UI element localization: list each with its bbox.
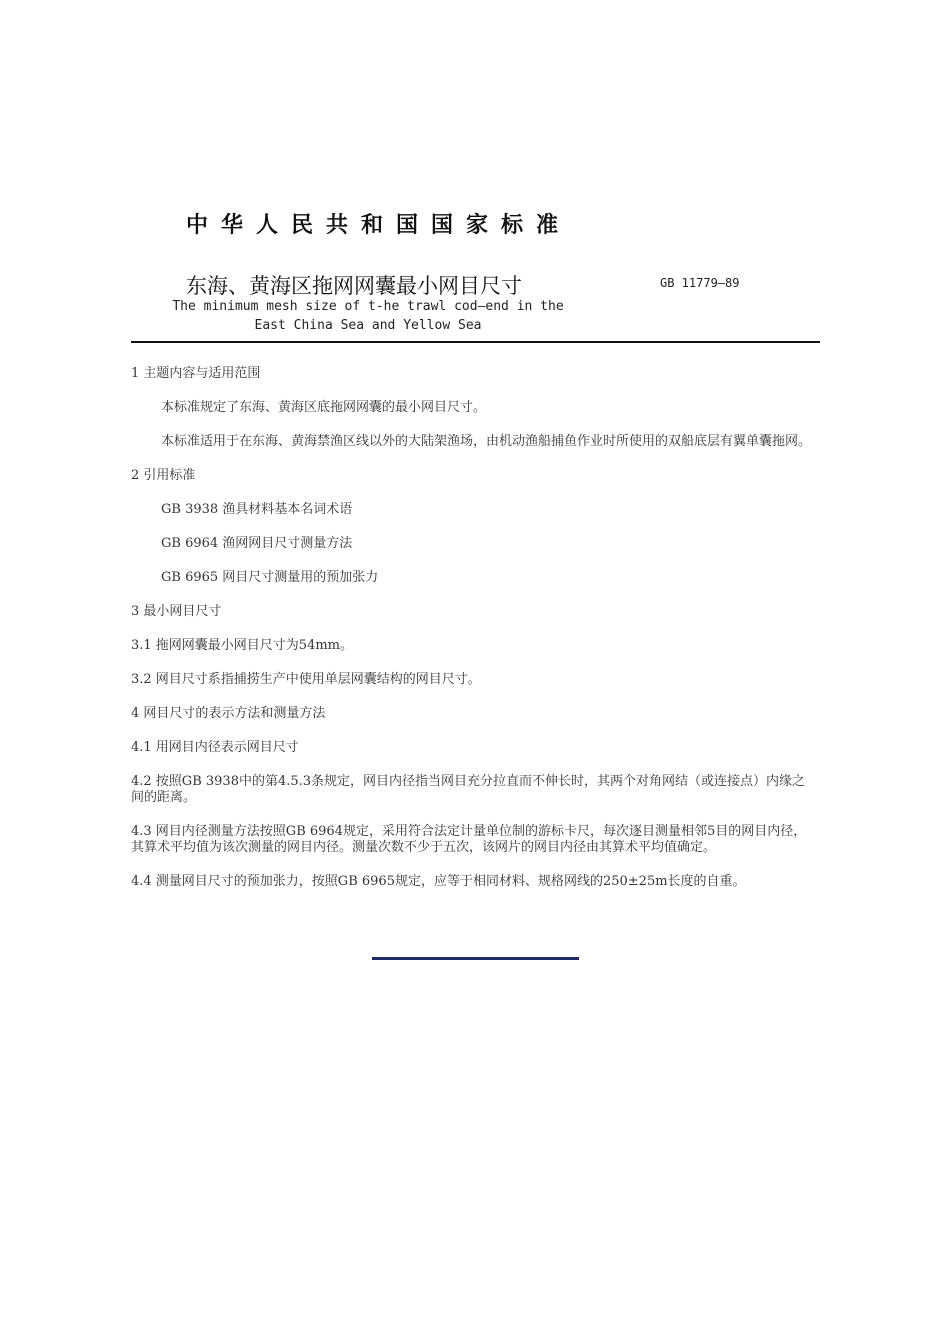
section-1-heading: 1 主题内容与适用范围 [131, 366, 261, 381]
reference-gb6965: GB 6965 网目尺寸测量用的预加张力 [161, 570, 379, 585]
section-3-heading: 3 最小网目尺寸 [131, 604, 222, 619]
clause-4-1: 4.1 用网目内径表示网目尺寸 [131, 740, 299, 755]
clause-4-3: 4.3 网目内径测量方法按照GB 6964规定，采用符合法定计量单位制的游标卡尺，每次逐目测量相邻5目的网目内径，其算术平均值为该次测量的网目内径。测量次数不少于五次，该网片的网目内径由其算术平均值确定。 [131, 824, 807, 855]
title-en-line-2: East China Sea and Yellow Sea [254, 318, 482, 333]
reference-gb6964: GB 6964 渔网网目尺寸测量方法 [161, 536, 353, 551]
header-divider [131, 341, 820, 343]
section-1-paragraph-1: 本标准规定了东海、黄海区底拖网网囊的最小网目尺寸。 [161, 400, 487, 415]
standard-title-cn: 东海、黄海区拖网网囊最小网目尺寸 [186, 274, 522, 298]
document-body [131, 366, 815, 908]
standard-number: GB 11779—89 [660, 276, 740, 290]
section-4-heading: 4 网目尺寸的表示方法和测量方法 [131, 706, 326, 721]
standard-title-en [148, 297, 588, 335]
clause-4-2: 4.2 按照GB 3938中的第4.5.3条规定，网目内径指当网目充分拉直而不伸长时，其两个对角网结（或连接点）内缘之间的距离。 [131, 774, 806, 805]
title-en-line-1: The minimum mesh size of t-he trawl cod—end in the [172, 299, 564, 314]
end-of-standard-rule [372, 957, 579, 960]
clause-3-2: 3.2 网目尺寸系指捕捞生产中使用单层网囊结构的网目尺寸。 [131, 672, 481, 687]
clause-4-4: 4.4 测量网目尺寸的预加张力，按照GB 6965规定，应等于相同材料、规格网线的250±25m长度的自重。 [131, 874, 746, 889]
clause-3-1: 3.1 拖网网囊最小网目尺寸为54mm。 [131, 638, 354, 653]
section-2-heading: 2 引用标准 [131, 468, 196, 483]
section-1-paragraph-2: 本标准适用于在东海、黄海禁渔区线以外的大陆架渔场，由机动渔船捕鱼作业时所使用的双船底层有翼单囊拖网。 [161, 434, 812, 449]
reference-gb3938: GB 3938 渔具材料基本名词术语 [161, 502, 353, 517]
national-standard-heading: 中华人民共和国国家标准 [186, 213, 572, 238]
